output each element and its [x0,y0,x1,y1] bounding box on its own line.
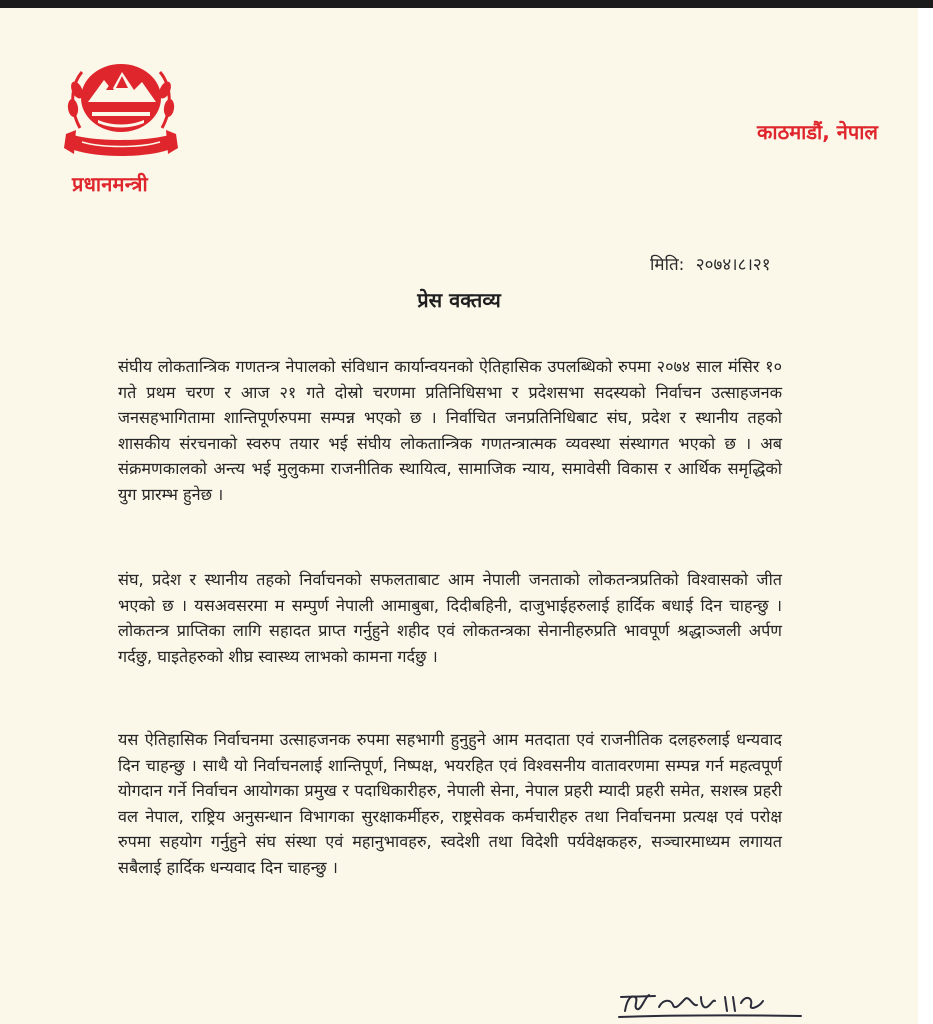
nepal-coat-of-arms-icon [62,50,180,166]
date-label: मिति: [650,255,685,275]
scan-top-edge [0,0,933,8]
office-name: प्रधानमन्त्री [72,172,148,196]
body-paragraph: यस ऐतिहासिक निर्वाचनमा उत्साहजनक रुपमा सहभागी हुनुहुने आम मतदाता एवं राजनीतिक दलहरुलाई धन्यवाद दिन चाहन्छु । साथै यो निर्वाचनलाई शान्तिपूर्ण, निष्पक्ष, भयरहित एवं विश्वसनीय वातावरणमा सम्पन्न गर्न महत्वपूर्ण योगदान गर्ने निर्वाचन आयोगका प्रमुख र पदाधिकारीहरु, नेपाली सेना, नेपाल प्रहरी म्यादी प्रहरी समेत, सशस्त्र प्रहरी वल नेपाल, राष्ट्रिय अनुसन्धान विभागका सुरक्षाकर्मीहरु, राष्ट्रसेवक कर्मचारीहरु तथा निर्वाचनमा प्रत्यक्ष एवं परोक्ष रुपमा सहयोग गर्नुहुने संघ संस्था एवं महानुभावहरु, स्वदेशी तथा विदेशी पर्यवेक्षकहरु, सञ्चारमाध्यम लगायत सबैलाई हार्दिक धन्यवाद दिन चाहन्छु । [118,730,782,877]
office-location: काठमाडौं, नेपाल [757,120,878,144]
scan-right-margin [918,8,933,1024]
page-title: प्रेस वक्तव्य [417,288,501,312]
body-paragraph: संघ, प्रदेश र स्थानीय तहको निर्वाचनको सफलताबाट आम नेपाली जनताको लोकतन्त्रप्रतिको विश्वासको जीत भएको छ । यसअवसरमा म सम्पुर्ण नेपाली आमाबुबा, दिदीबहिनी, दाजुभाईहरुलाई हार्दिक बधाई दिन चाहन्छु । लोकतन्त्र प्राप्तिका लागि सहादत प्राप्त गर्नुहुने शहीद एवं लोकतन्त्रका सेनानीहरुप्रति भावपूर्ण श्रद्धाञ्जली अर्पण गर्दछु, घाइतेहरुको शीघ्र स्वास्थ्य लाभको कामना गर्दछु । [118,570,782,666]
handwritten-signature-icon [615,985,805,1021]
date-line [650,252,777,275]
date-value: २०७४।८।२१ [695,255,771,275]
body-paragraph: संघीय लोकतान्त्रिक गणतन्त्र नेपालको संविधान कार्यान्वयनको ऐतिहासिक उपलब्धिको रुपमा २०७४ साल मंसिर १० गते प्रथम चरण र आज २१ गते दोस्रो चरणमा प्रतिनिधिसभा र प्रदेशसभा सदस्यको निर्वाचन उत्साहजनक जनसहभागितामा शान्तिपूर्णरुपमा सम्पन्न भएको छ । निर्वाचित जनप्रतिनिधिबाट संघ, प्रदेश र स्थानीय तहको शासकीय संरचनाको स्वरुप तयार भई संघीय लोकतान्त्रिक गणतन्त्रात्मक व्यवस्था संस्थागत भएको छ । अब संक्रमणकालको अन्त्य भई मुलुकमा राजनीतिक स्थायित्व, सामाजिक न्याय, समावेसी विकास र आर्थिक समृद्धिको युग प्रारम्भ हुनेछ । [118,357,782,504]
